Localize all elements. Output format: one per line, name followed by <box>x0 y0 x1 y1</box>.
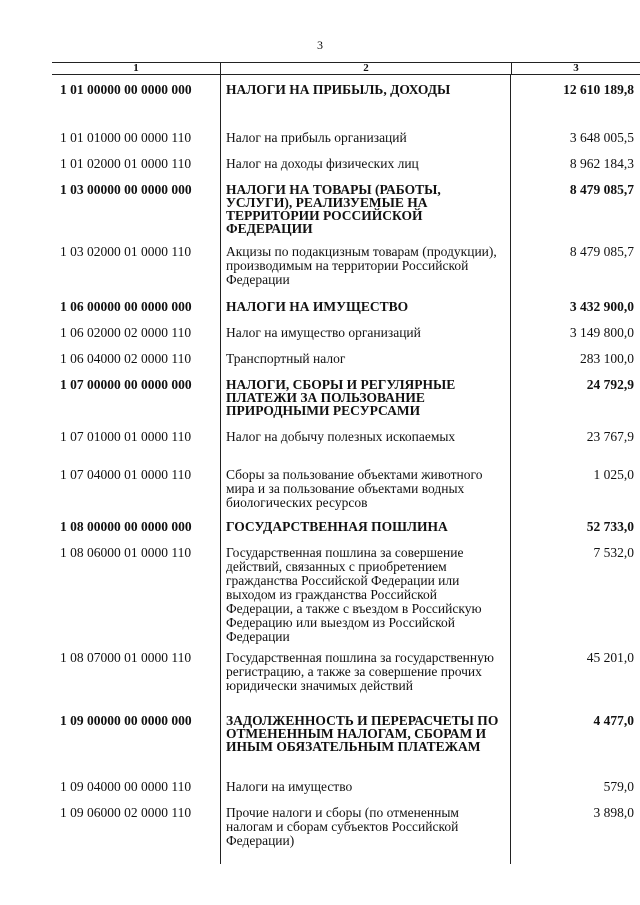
table-row <box>52 714 640 753</box>
row-code: 1 08 07000 01 0000 110 <box>60 650 192 665</box>
row-amount: 45 201,0 <box>586 650 634 665</box>
row-name: Налоги на имущество <box>226 779 353 794</box>
row-amount: 8 479 085,7 <box>569 244 634 259</box>
table-row <box>52 326 640 340</box>
row-code: 1 07 01000 01 0000 110 <box>60 429 192 444</box>
row-code: 1 07 04000 01 0000 110 <box>60 467 192 482</box>
table-row <box>52 780 640 794</box>
row-amount: 8 962 184,3 <box>569 156 634 171</box>
page-number: 3 <box>317 38 323 52</box>
table-row <box>52 300 640 314</box>
row-code: 1 01 02000 01 0000 110 <box>60 156 192 171</box>
row-amount: 4 477,0 <box>593 713 634 728</box>
table-row <box>52 157 640 171</box>
row-code: 1 07 00000 00 0000 000 <box>60 377 192 392</box>
row-name: ГОСУДАРСТВЕННАЯ ПОШЛИНА <box>226 519 448 534</box>
row-code: 1 09 06000 02 0000 110 <box>60 805 192 820</box>
row-amount: 3 898,0 <box>593 805 634 820</box>
table-row <box>52 546 640 644</box>
row-amount: 23 767,9 <box>586 429 634 444</box>
row-name: ЗАДОЛЖЕННОСТЬ И ПЕРЕРАСЧЕТЫ ПО ОТМЕНЕННЫМ НАЛОГАМ, СБОРАМ И ИНЫМ ОБЯЗАТЕЛЬНЫМ ПЛАТЕЖАМ <box>226 713 499 754</box>
row-code: 1 06 02000 02 0000 110 <box>60 325 192 340</box>
row-name: НАЛОГИ НА ИМУЩЕСТВО <box>226 299 409 314</box>
row-code: 1 09 00000 00 0000 000 <box>60 713 192 728</box>
row-name: Акцизы по подакцизным товарам (продукции), производимым на территории Российской Федерации <box>226 244 497 287</box>
row-code: 1 03 02000 01 0000 110 <box>60 244 192 259</box>
row-amount: 3 149 800,0 <box>569 325 634 340</box>
table-row <box>52 378 640 417</box>
table-row <box>52 183 640 235</box>
row-code: 1 01 01000 00 0000 110 <box>60 130 192 145</box>
row-amount: 283 100,0 <box>580 351 634 366</box>
table-header <box>52 62 640 75</box>
table-row <box>52 131 640 145</box>
header-col-1: 1 <box>52 63 221 74</box>
revenue-table <box>52 62 640 848</box>
table-row <box>52 468 640 510</box>
row-name: Налог на имущество организаций <box>226 325 421 340</box>
row-amount: 1 025,0 <box>593 467 634 482</box>
row-amount: 579,0 <box>603 779 634 794</box>
row-amount: 24 792,9 <box>586 377 634 392</box>
row-name: Транспортный налог <box>226 351 346 366</box>
table-row <box>52 430 640 444</box>
table-row <box>52 651 640 693</box>
table-row <box>52 520 640 534</box>
row-name: НАЛОГИ НА ТОВАРЫ (РАБОТЫ, УСЛУГИ), РЕАЛИЗУЕМЫЕ НА ТЕРРИТОРИИ РОССИЙСКОЙ ФЕДЕРАЦИИ <box>226 182 441 236</box>
row-code: 1 06 00000 00 0000 000 <box>60 299 192 314</box>
row-amount: 3 432 900,0 <box>569 299 634 314</box>
table-row <box>52 245 640 287</box>
row-code: 1 03 00000 00 0000 000 <box>60 182 192 197</box>
table-row <box>52 83 640 97</box>
row-code: 1 08 00000 00 0000 000 <box>60 519 192 534</box>
row-name: Налог на добычу полезных ископаемых <box>226 429 456 444</box>
row-name: Государственная пошлина за государственную регистрацию, а также за совершение прочих юридически значимых действий <box>226 650 494 693</box>
row-name: Сборы за пользование объектами животного мира и за пользование объектами водных биологических ресурсов <box>226 467 483 510</box>
header-col-2: 2 <box>221 63 512 74</box>
row-name: Государственная пошлина за совершение действий, связанных с приобретением гражданства Российской Федерации или выходом из гражданства Российской Федерации, а также с въездом в Российскую Федерацию или выездом из Российской Федерации <box>226 545 482 644</box>
row-code: 1 08 06000 01 0000 110 <box>60 545 192 560</box>
header-col-3: 3 <box>573 62 579 74</box>
row-amount: 7 532,0 <box>593 545 634 560</box>
row-name: Прочие налоги и сборы (по отмененным налогам и сборам субъектов Российской Федерации) <box>226 805 459 848</box>
row-amount: 12 610 189,8 <box>563 82 634 97</box>
row-name: НАЛОГИ НА ПРИБЫЛЬ, ДОХОДЫ <box>226 82 451 97</box>
row-name: НАЛОГИ, СБОРЫ И РЕГУЛЯРНЫЕ ПЛАТЕЖИ ЗА ПОЛЬЗОВАНИЕ ПРИРОДНЫМИ РЕСУРСАМИ <box>226 377 456 418</box>
table-row <box>52 806 640 848</box>
row-code: 1 01 00000 00 0000 000 <box>60 82 192 97</box>
row-name: Налог на прибыль организаций <box>226 130 407 145</box>
row-amount: 3 648 005,5 <box>569 130 634 145</box>
row-code: 1 09 04000 00 0000 110 <box>60 779 192 794</box>
table-row <box>52 352 640 366</box>
row-code: 1 06 04000 02 0000 110 <box>60 351 192 366</box>
row-amount: 52 733,0 <box>586 519 634 534</box>
row-name: Налог на доходы физических лиц <box>226 156 419 171</box>
row-amount: 8 479 085,7 <box>569 182 634 197</box>
